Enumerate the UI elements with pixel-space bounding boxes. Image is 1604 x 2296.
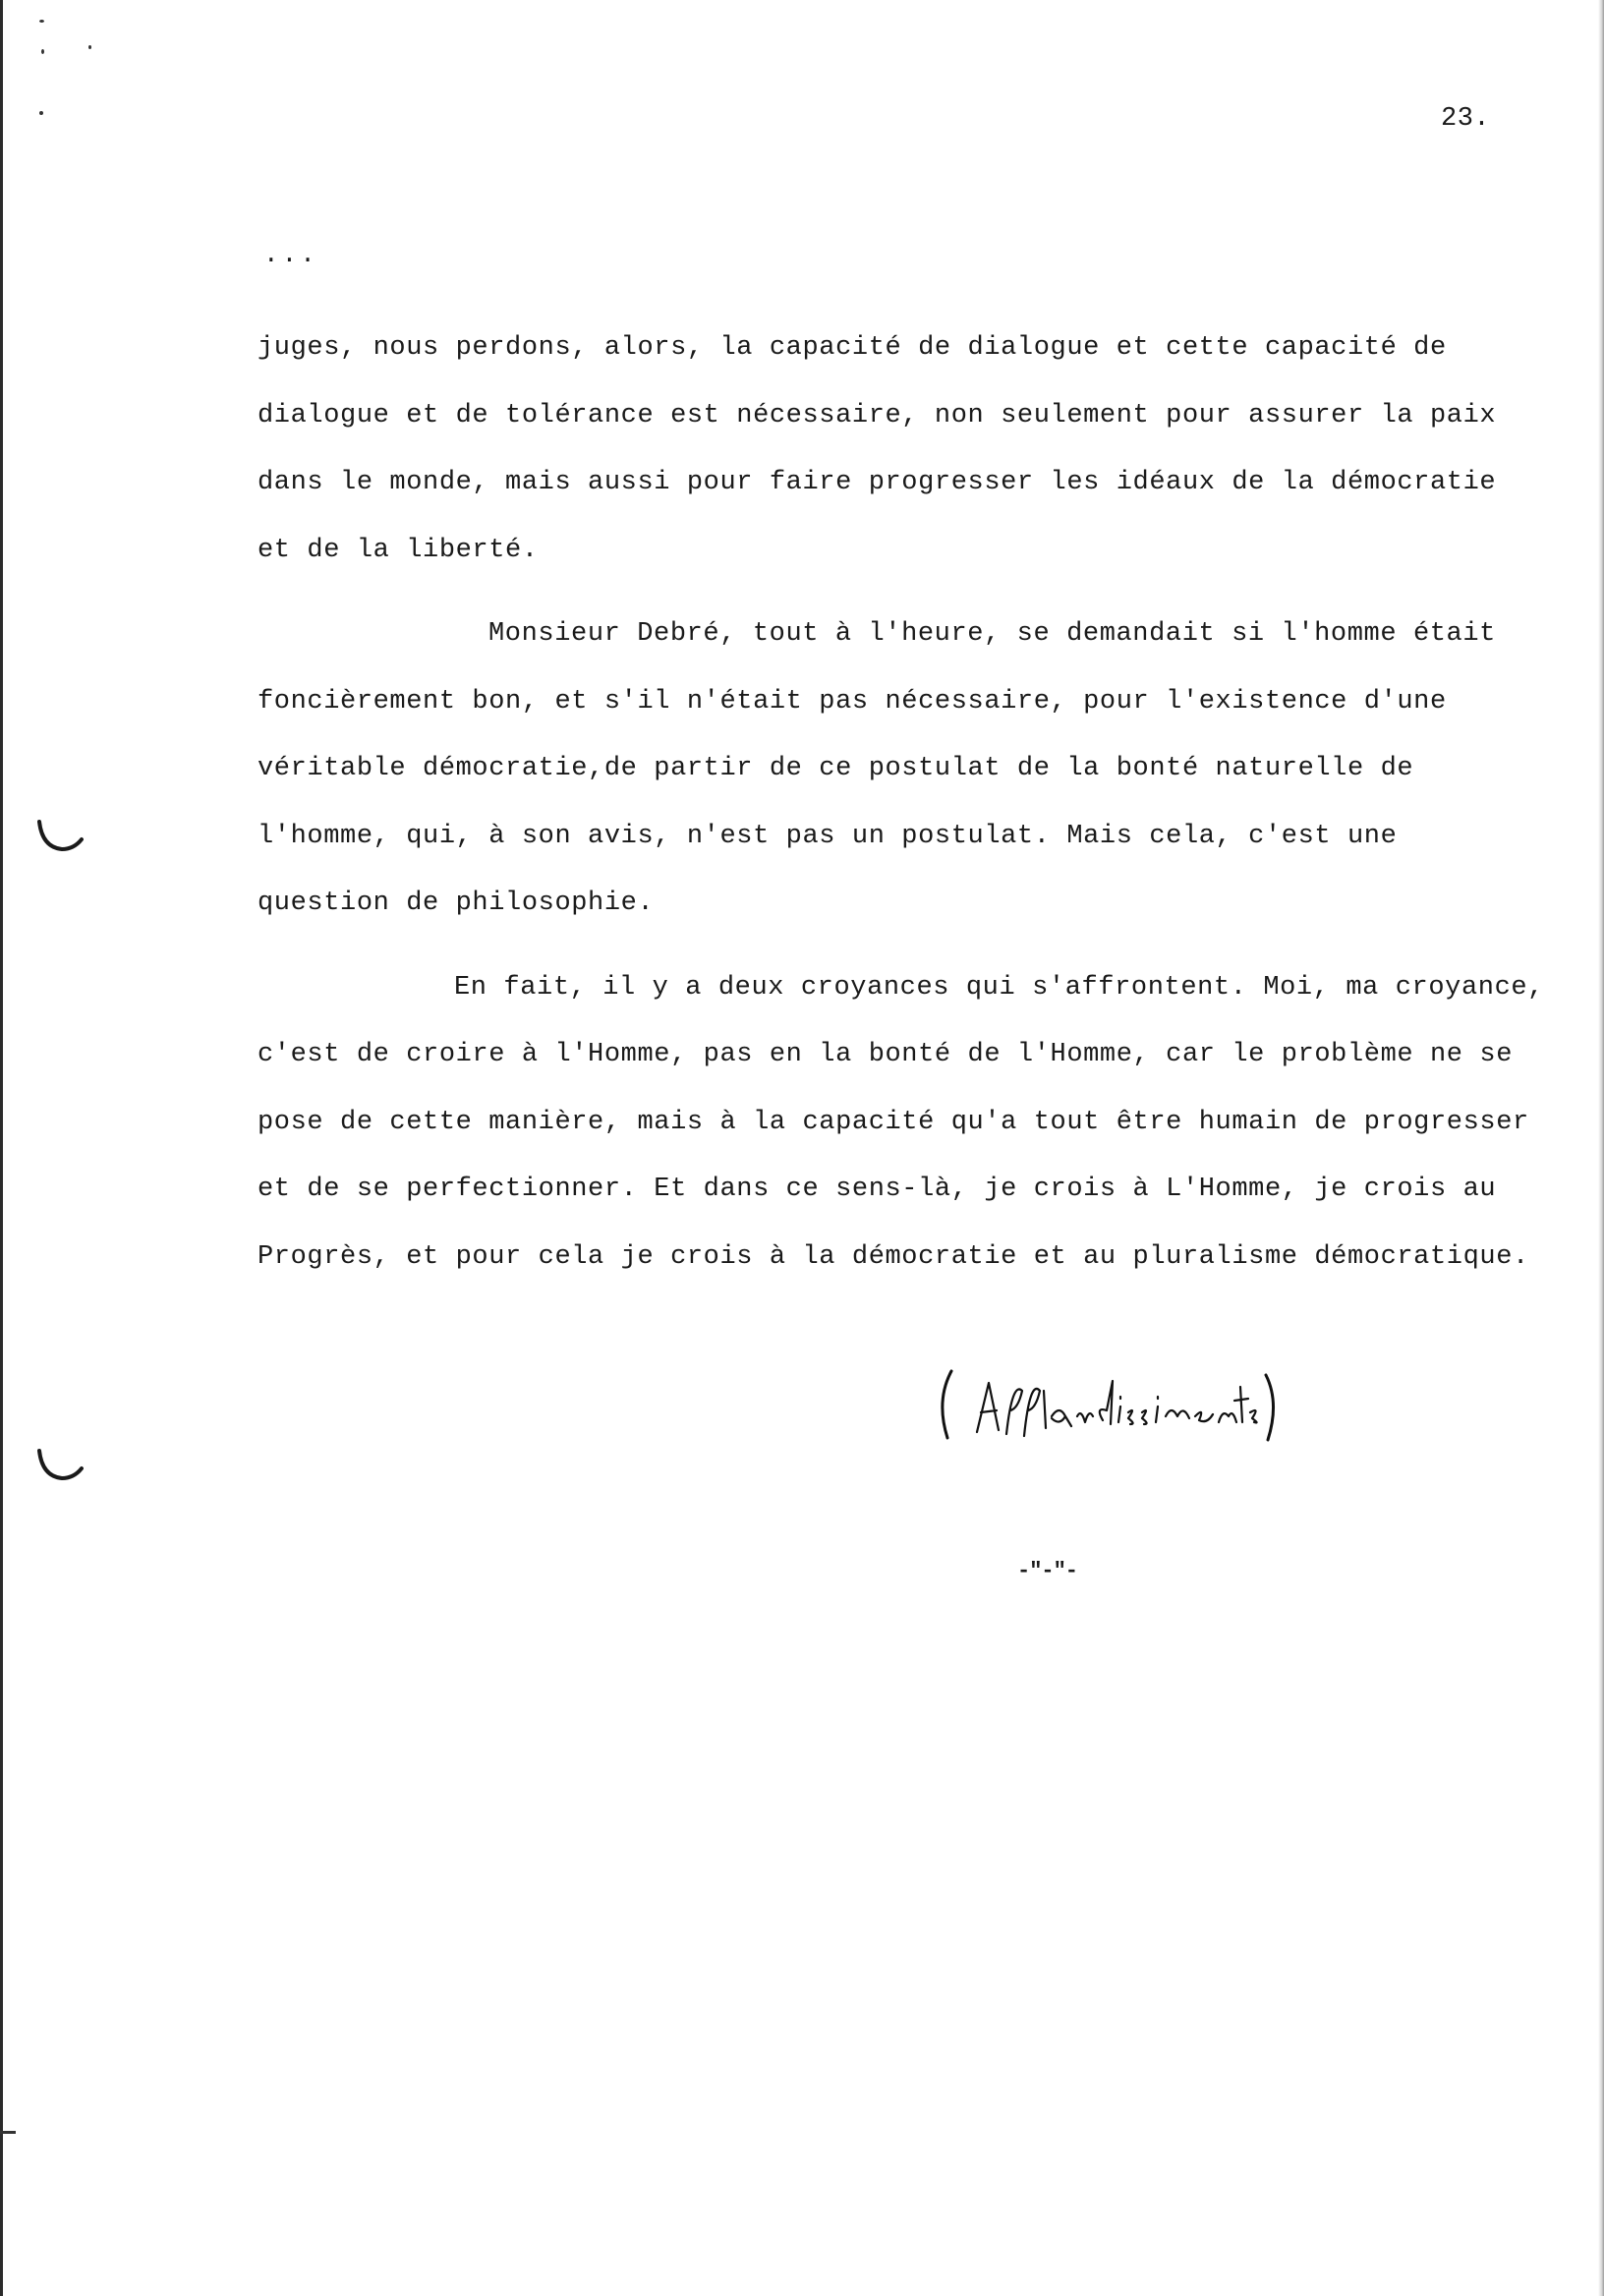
page-left-edge — [0, 0, 3, 2296]
end-mark: -"-"- — [1017, 1559, 1078, 1583]
page-right-edge — [1598, 0, 1604, 2296]
binder-ring-mark-lower — [34, 1447, 84, 1486]
punch-speck — [39, 20, 44, 23]
punch-speck — [88, 45, 91, 49]
punch-speck — [41, 49, 44, 54]
punch-speck — [39, 111, 43, 115]
document-body — [258, 315, 1545, 1291]
margin-tick — [0, 2131, 16, 2134]
paragraph-3: En fait, il y a deux croyances qui s'affrontent. Moi, ma croyance, c'est de croire à l'Homme, pas en la bonté de l'Homme, car le problème ne se pose de cette manière, mais à la capacité qu'a tout être humain de progresser et de se perfectionner. Et dans ce sens-là, je crois à L'Homme, je crois au Progrès, et pour cela je crois à la démocratie et au pluralisme démocratique. — [258, 972, 1544, 1272]
paragraph-1: juges, nous perdons, alors, la capacité de dialogue et cette capacité de dialogue et de tolérance est nécessaire, non seulement pour assurer la paix dans le monde, mais aussi pour faire progresser les idéaux de la démocratie et de la liberté. — [258, 333, 1497, 565]
binder-ring-mark-upper — [34, 818, 84, 857]
page-number: 23. — [1441, 104, 1491, 134]
paragraph-2: Monsieur Debré, tout à l'heure, se demandait si l'homme était foncièrement bon, et s'il n'était pas nécessaire, pour l'existence d'une véritable démocratie,de partir de ce postulat de la bonté naturelle de l'homme, qui, à son avis, n'est pas un postulat. Mais cela, c'est une question de philosophie. — [258, 619, 1496, 918]
continuation-marker: ... — [263, 240, 318, 269]
handwritten-applause-note — [934, 1361, 1288, 1469]
